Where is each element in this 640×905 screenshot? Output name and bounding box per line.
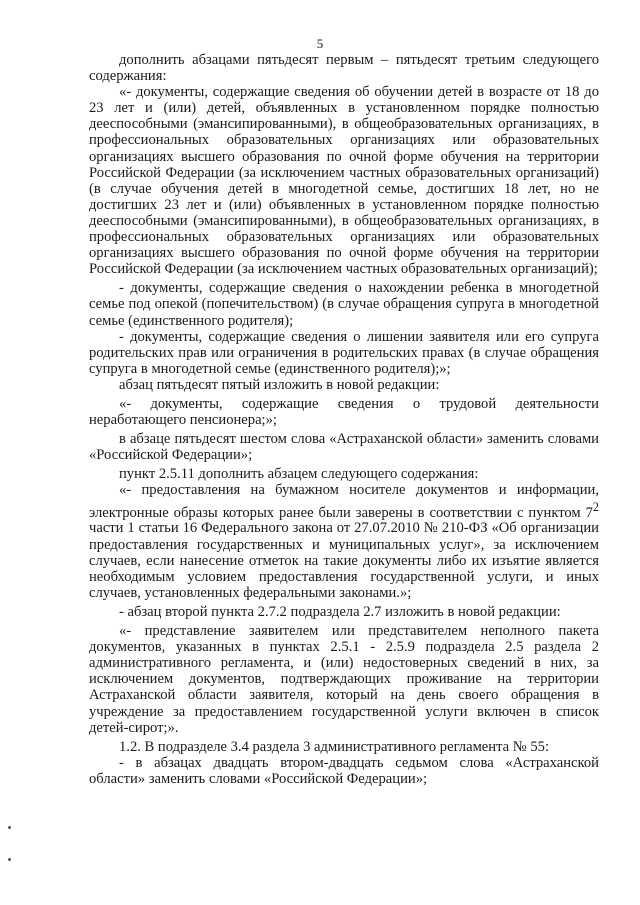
paragraph-5: абзац пятьдесят пятый изложить в новой редакции: <box>119 376 440 393</box>
paragraph-9 <box>89 482 599 601</box>
scan-speck <box>8 858 11 861</box>
paragraph-2: «- документы, содержащие сведения об обучении детей в возрасте от 18 до 23 лет и (или) детей, объявленных в установленном порядке полностью дееспособными (эмансипированными), в общеобразовательных организациях, в профессиональных образовательных организациях или образовательных организациях высшего образования по очной форме обучения на территории Российской Федерации (за исключением частных образовательных организаций) (в случае обучения детей в многодетной семье, достигших 18 лет, но не достигших 23 лет и (или) объявленных в установленном порядке полностью дееспособными (эмансипированными), в общеобразовательных организациях, в профессиональных образовательных организациях или образовательных организациях высшего образования по очной форме обучения на территории Российской Федерации (за исключением частных образовательных организаций); <box>89 84 599 278</box>
footnote-superscript: 2 <box>592 499 599 514</box>
paragraph-6: «- документы, содержащие сведения о трудовой деятельности неработающего пенсионера;»; <box>89 395 599 429</box>
scan-speck <box>8 826 11 829</box>
paragraph-9-text-after: части 1 статьи 16 Федерального закона от 27.07.2010 № 210-ФЗ «Об организации предоставления государственных и муниципальных услуг», за исключением случаев, если нанесение отметок на такие документы либо их изъятие является необходимым условием предоставления государственной услуги, и иных случаев, установленных федеральными законами.»; <box>89 520 599 601</box>
paragraph-8: пункт 2.5.11 дополнить абзацем следующего содержания: <box>119 466 479 483</box>
paragraph-11: «- представление заявителем или представителем неполного пакета документов, указанных в пунктах 2.5.1 - 2.5.9 подраздела 2.5 раздела 2 административного регламента, и (или) недостоверных сведений в них, за исключением документов, подтверждающих проживание на территории Астраханской области заявителя, который на день своего обращения в учреждение за предоставлением государственной услуги включен в список детей-сирот;». <box>89 623 599 736</box>
paragraph-9-text-before: «- предоставления на бумажном носителе документов и информации, электронные образы которых ранее были заверены в соответствии с пунктом 7 <box>89 482 599 521</box>
paragraph-3: - документы, содержащие сведения о нахождении ребенка в многодетной семье под опекой (попечительством) (в случае обращения супруга в многодетной семье (единственного родителя); <box>89 280 599 329</box>
paragraph-13: - в абзацах двадцать втором-двадцать седьмом слова «Астраханской области» заменить словами «Российской Федерации»; <box>89 754 599 787</box>
paragraph-7: в абзаце пятьдесят шестом слова «Астраханской области» заменить словами «Российской Федерации»; <box>89 431 599 464</box>
document-body <box>89 52 599 787</box>
paragraph-12: 1.2. В подразделе 3.4 раздела 3 административного регламента № 55: <box>119 738 549 755</box>
paragraph-4: - документы, содержащие сведения о лишении заявителя или его супруга родительских прав или ограничения в родительских правах (в случае обращения супруга в многодетной семье (единственного родителя);»; <box>89 328 599 377</box>
page-number: 5 <box>316 36 324 51</box>
paragraph-1: дополнить абзацами пятьдесят первым – пятьдесят третьим следующего содержания: <box>89 52 599 85</box>
paragraph-10: - абзац второй пункта 2.7.2 подраздела 2.7 изложить в новой редакции: <box>119 603 561 620</box>
